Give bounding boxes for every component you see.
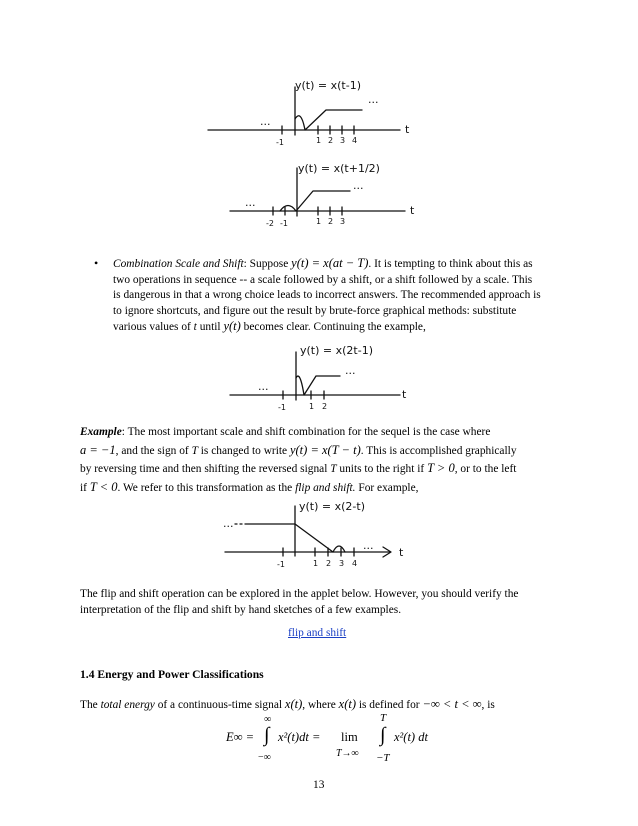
tick-label: 1 (316, 217, 322, 226)
equation: y(t) = x(T − t) (289, 442, 361, 457)
example-label: Example (80, 426, 122, 438)
tick-label: 1 (316, 136, 322, 145)
integrand: x²(t) dt (394, 730, 428, 744)
equation: y(t) (223, 319, 241, 333)
integrand: x²(t)dt = (278, 730, 321, 744)
tick-label: 2 (328, 217, 334, 226)
equation: x(t) (338, 697, 356, 711)
tick-label: -1 (278, 403, 286, 412)
text-line: to ignore shortcuts, and figure out the result by brute-force graphical methods: substitute (113, 304, 517, 317)
integral-sign: ∫ (380, 724, 386, 746)
text-line: a = −1, and the sign of T is changed to write y(t) = x(T − t). This is accomplished graphically (80, 442, 517, 457)
text-line: if T < 0. We refer to this transformation as the flip and shift. For example, (80, 479, 419, 494)
figure-scale-shift-sketch (220, 340, 420, 420)
axis-variable: t (402, 388, 407, 401)
tick-label: -1 (277, 560, 285, 569)
tick-label: 1 (309, 402, 315, 411)
integral-upper-limit: ∞ (264, 714, 272, 725)
tick-label: -1 (276, 138, 284, 147)
energy-equation (226, 712, 486, 772)
text-line: two operations in sequence -- a scale followed by a shift, or a shift followed by a scale. This (113, 273, 533, 286)
dots-left: ... (260, 115, 271, 128)
bullet-marker: • (94, 256, 99, 270)
dots-left: ... (223, 517, 234, 530)
tick-label: 4 (352, 136, 358, 145)
tick-label: 2 (322, 402, 328, 411)
equation-lhs: E∞ = (226, 730, 255, 744)
tick-label: 2 (326, 559, 332, 568)
text-line: by reversing time and then shifting the reversed signal T units to the right if T > 0, or to the left (80, 461, 517, 475)
figure-shift-sketch (200, 158, 430, 238)
dots-left: ... (258, 380, 269, 393)
tick-label: -1 (280, 219, 288, 228)
figure-shift-sketch (200, 75, 430, 155)
figure-title: y(t) = x(2t-1) (300, 344, 373, 357)
signal-curve (280, 191, 350, 211)
term: total energy (100, 699, 155, 711)
tick-label: 4 (352, 559, 358, 568)
section-heading: 1.4 Energy and Power Classifications (80, 668, 264, 681)
dots-right: ... (368, 93, 379, 106)
equation: x(t) (284, 697, 303, 711)
dots-right: ... (353, 179, 364, 192)
text-line: The flip and shift operation can be explored in the applet below. However, you should verify the (80, 588, 519, 600)
page-number: 13 (313, 779, 325, 791)
equation: T < 0 (89, 479, 118, 494)
text-line: Example: The most important scale and shift combination for the sequel is the case where (80, 426, 491, 438)
tick-label: -2 (266, 219, 274, 228)
tick-label: 2 (328, 136, 334, 145)
axis-variable: t (410, 204, 415, 217)
tick-label: 3 (339, 559, 345, 568)
integral-lower-limit: −T (376, 752, 390, 764)
text-line: various values of t until y(t) becomes clear. Continuing the example, (113, 319, 426, 333)
limit-subscript: T→∞ (336, 748, 359, 759)
integral-upper-limit: T (380, 712, 387, 724)
figure-title: y(t) = x(t+1/2) (298, 162, 380, 175)
flip-and-shift-link[interactable]: flip and shift (288, 627, 347, 639)
axis-variable: t (405, 123, 410, 136)
dots-right: ... (363, 539, 374, 552)
bullet-paragraph (113, 256, 553, 336)
integral-lower-limit: −∞ (258, 752, 271, 763)
equation: y(t) = x(at − T) (291, 256, 369, 270)
tick-label: 1 (313, 559, 319, 568)
text-line: is dangerous in that a wrong choice leads to incorrect answers. The recommended approach is (113, 289, 541, 301)
tick-label: 3 (340, 136, 346, 145)
axis-variable: t (399, 546, 404, 559)
integral-sign: ∫ (264, 724, 270, 746)
equation: −∞ < t < ∞ (422, 697, 482, 711)
equation: T > 0 (427, 461, 455, 475)
equation: a = −1 (80, 442, 116, 457)
text-line: interpretation of the flip and shift by hand sketches of a few examples. (80, 604, 402, 616)
example-paragraph (80, 424, 560, 497)
term: Combination Scale and Shift (113, 258, 244, 270)
dots-left: ... (245, 196, 256, 209)
tick-label: 3 (340, 217, 346, 226)
figure-flip-shift-sketch (215, 494, 435, 574)
signal-curve (295, 110, 362, 130)
text-line: Combination Scale and Shift: Suppose y(t) = x(at − T). It is tempting to think about this as (113, 256, 533, 270)
limit-operator: lim (341, 730, 358, 744)
energy-paragraph: The total energy of a continuous-time signal x(t), where x(t) is defined for −∞ < t < ∞, is (80, 697, 495, 711)
dots-right: ... (345, 364, 356, 377)
figure-title: y(t) = x(2-t) (299, 500, 365, 513)
applet-paragraph (80, 586, 560, 618)
figure-title: y(t) = x(t-1) (295, 79, 361, 92)
signal-curve (296, 376, 340, 395)
